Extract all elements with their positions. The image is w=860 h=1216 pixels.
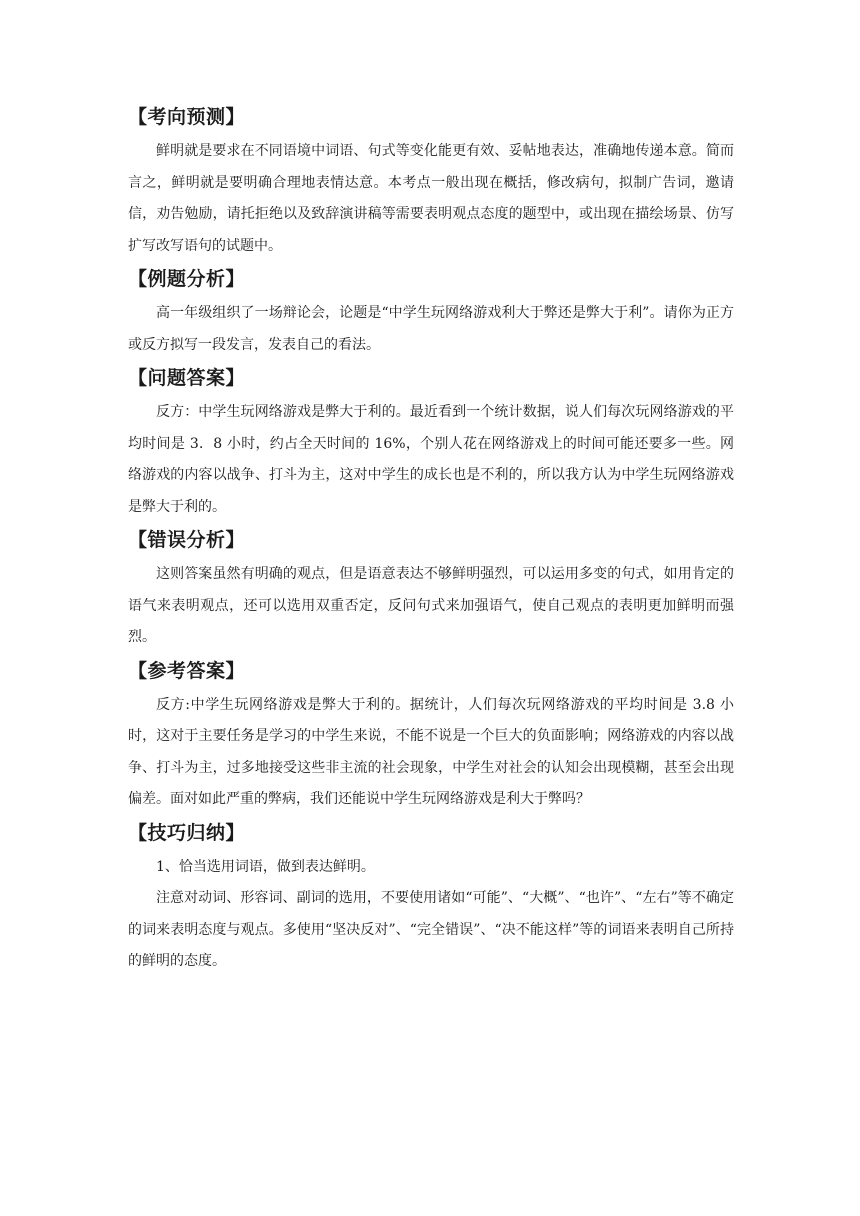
section-paragraph: 反方:中学生玩网络游戏是弊大于利的。据统计，人们每次玩网络游戏的平均时间是 3.8 小时，这对于主要任务是学习的中学生来说，不能不说是一个巨大的负面影响；网络游戏的内容以战争、打斗为主，过多地接受这些非主流的社会现象，中学生对社会的认知会出现模糊，甚至会出现偏差。面对如此严重的弊病，我们还能说中学生玩网络游戏是利大于弊吗？ [128,696,734,807]
section-example-analysis [128,264,734,361]
section-paragraph: 高一年级组织了一场辩论会，论题是“中学生玩网络游戏利大于弊还是弊大于利”。请你为正方或反方拟写一段发言，发表自己的看法。 [128,305,734,353]
section-paragraph: 反方：中学生玩网络游戏是弊大于利的。最近看到一个统计数据，说人们每次玩网络游戏的平均时间是 3．8 小时，约占全天时间的 16%，个别人花在网络游戏上的时间可能还要多一些。网络游戏的内容以战争、打斗为主，这对中学生的成长也是不利的，所以我方认为中学生玩网络游戏是弊大于利的。 [128,404,734,515]
section-paragraph: 这则答案虽然有明确的观点，但是语意表达不够鲜明强烈，可以运用多变的句式，如用肯定的语气来表明观点，还可以选用双重否定，反问句式来加强语气，使自己观点的表明更加鲜明而强烈。 [128,566,734,645]
section-heading: 【参考答案】 [128,659,246,682]
section-technique-summary [128,818,734,978]
section-reference-answer [128,656,734,816]
document-body [128,102,734,980]
section-error-analysis [128,525,734,654]
section-paragraph: 注意对动词、形容词、副词的选用，不要使用诸如“可能”、“大概”、“也许”、“左右”等不确定的词来表明态度与观点。多使用“坚决反对”、“完全错误”、“决不能这样”等的词语来表明自己所持的鲜明的态度。 [128,890,734,969]
section-paragraph: 鲜明就是要求在不同语境中词语、句式等变化能更有效、妥帖地表达，准确地传递本意。简而言之，鲜明就是要明确合理地表情达意。本考点一般出现在概括，修改病句，拟制广告词，邀请信，劝告勉励，请托拒绝以及致辞演讲稿等需要表明观点态度的题型中，或出现在描绘场景、仿写扩写改写语句的试题中。 [128,143,734,254]
section-heading: 【技巧归纳】 [128,821,246,844]
section-heading: 【考向预测】 [128,106,246,128]
section-paragraph: 1、恰当选用词语，做到表达鲜明。 [156,858,375,875]
section-problem-answer [128,363,734,523]
section-heading: 【问题答案】 [128,367,246,389]
section-forecast [128,102,734,262]
section-heading: 【错误分析】 [128,529,246,551]
section-heading: 【例题分析】 [128,268,246,290]
